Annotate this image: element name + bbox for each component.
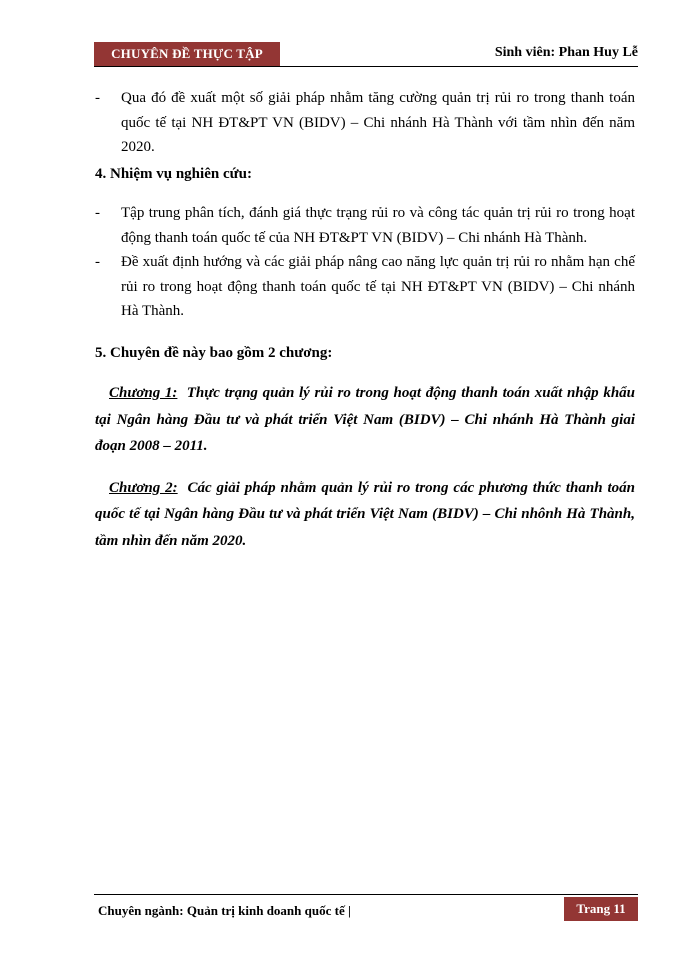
bullet-dash: - xyxy=(95,90,100,106)
section-4-item-text: Tập trung phân tích, đánh giá thực trạng rủi ro và công tác quản trị rủi ro trong hoạt động thanh toán quốc tế của NH ĐT&PT VN (BIDV) – Chi nhánh Hà Thành. xyxy=(121,205,635,246)
document-body xyxy=(95,86,635,554)
header-student-name: Sinh viên: Phan Huy Lễ xyxy=(494,45,638,60)
header-divider xyxy=(94,66,638,67)
chapter-1-paragraph xyxy=(95,380,635,460)
spacer xyxy=(95,365,635,380)
section-4-item-text: Đề xuất định hướng và các giải pháp nâng cao năng lực quản trị rủi ro nhằm hạn chế rủi ro trong hoạt động thanh toán quốc tế tại NH ĐT&PT VN (BIDV) – Chi nhánh Hà Thành. xyxy=(121,254,635,319)
chapter-2-text: Các giải pháp nhằm quản lý rủi ro trong các phương thức thanh toán quốc tế tại Ngân hàng Đầu tư và phát triển Việt Nam (BIDV) – Chi nhônh Hà Thành, tầm nhìn đến năm 2020. xyxy=(95,479,635,549)
section-4-item xyxy=(95,250,635,324)
spacer xyxy=(95,324,635,339)
header-topic-badge: CHUYÊN ĐỀ THỰC TẬP xyxy=(94,42,280,66)
bullet-dash: - xyxy=(95,205,100,221)
footer-divider xyxy=(94,894,638,895)
footer-major: Chuyên ngành: Quản trị kinh doanh quốc tế | xyxy=(98,903,351,918)
bullet-intro-text: Qua đó đề xuất một số giải pháp nhằm tăng cường quản trị rủi ro trong thanh toán quốc tế tại NH ĐT&PT VN (BIDV) – Chi nhánh Hà Thành với tầm nhìn đến năm 2020. xyxy=(121,90,635,155)
chapter-1-text: Thực trạng quản lý rủi ro trong hoạt động thanh toán xuất nhập khẩu tại Ngân hàng Đầu tư và phát triển Việt Nam (BIDV) – Chi nhánh Hà Thành giai đoạn 2008 – 2011. xyxy=(95,385,635,454)
chapter-1-label: Chương 1: xyxy=(109,385,178,401)
footer-page-number: Trang 11 xyxy=(564,897,638,921)
section-5-heading: 5. Chuyên đề này bao gồm 2 chương: xyxy=(95,344,333,361)
spacer xyxy=(95,186,635,201)
spacer xyxy=(95,460,635,475)
bullet-dash: - xyxy=(95,254,100,270)
bullet-intro xyxy=(95,86,635,160)
section-4-heading: 4. Nhiệm vụ nghiên cứu: xyxy=(95,165,252,182)
chapter-2-label: Chương 2: xyxy=(109,479,178,496)
section-4-item xyxy=(95,201,635,250)
chapter-2-paragraph xyxy=(95,475,635,555)
